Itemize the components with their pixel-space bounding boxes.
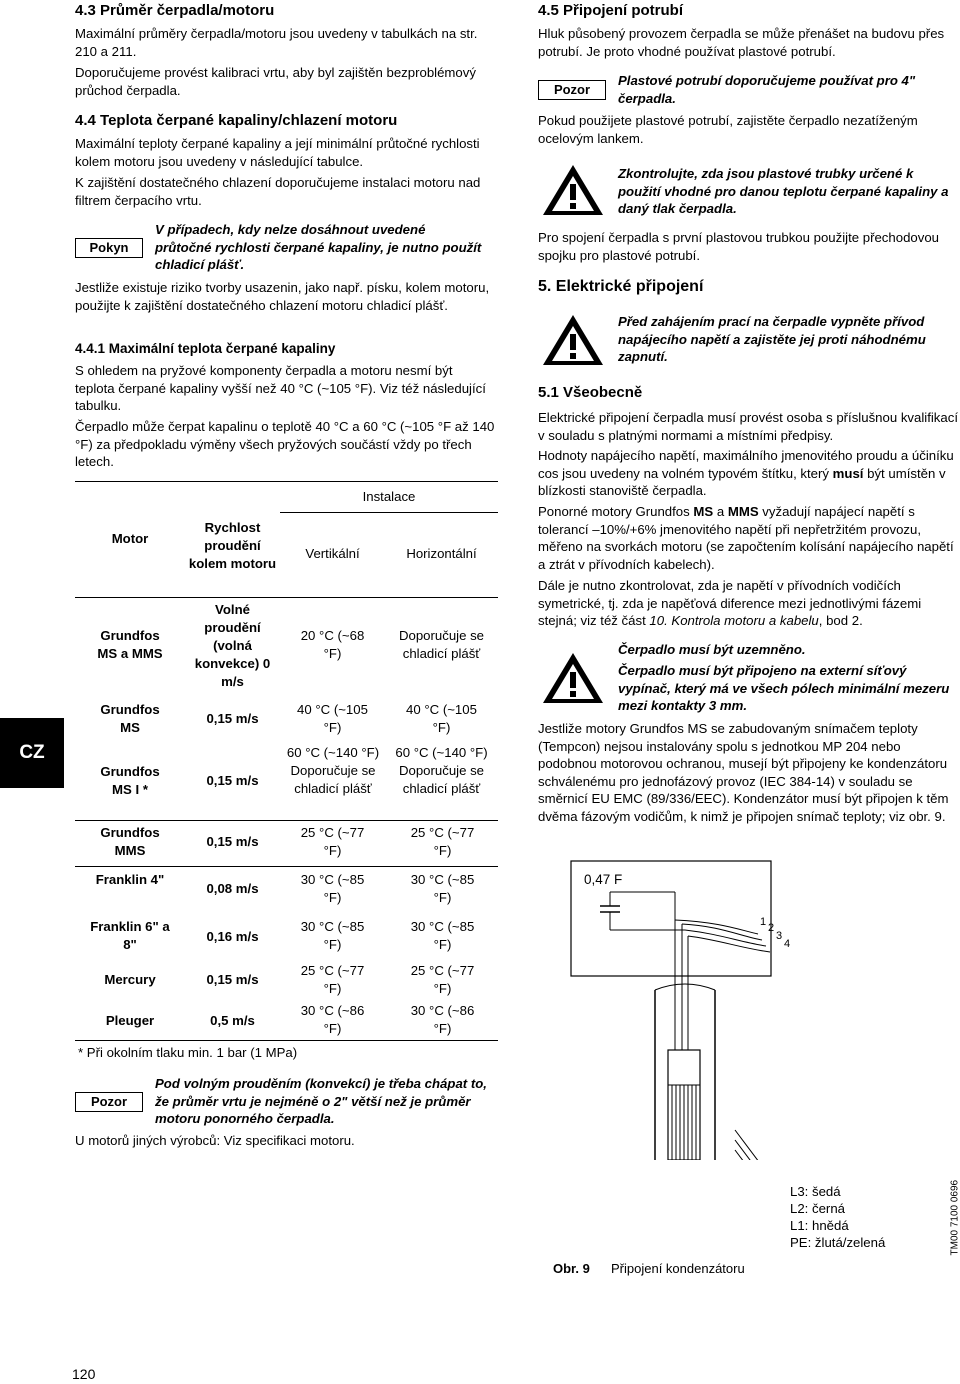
- language-tab: CZ: [0, 718, 64, 788]
- table-header-rule: [75, 597, 498, 598]
- section-5-1-title: 5.1 Všeobecně: [538, 384, 643, 401]
- warning-triangle-icon: [540, 162, 606, 218]
- table-instalace-rule: [280, 512, 498, 513]
- table-row-2-vertical: 60 °C (~140 °F) Doporučuje se chladicí plášť: [286, 745, 380, 796]
- table-row-1-flow: 0,15 m/s: [206, 711, 259, 726]
- table-top-rule: [75, 481, 498, 482]
- table-row-2-motor: Grundfos MS I *: [100, 764, 160, 797]
- legend-l1: L1: hnědá: [790, 1218, 849, 1233]
- warning-text-1: Zkontrolujte, zda jsou plastové trubky určené k použití vhodné pro danou teplotu čerpané kapaliny a daný tlak čerpadla.: [618, 166, 949, 216]
- s43-paragraph-2: Doporučujeme provést kalibraci vrtu, aby byl zajištěn bezproblémový průchod čerpadla.: [75, 65, 476, 98]
- table-row-0-horizontal: Doporučuje se chladicí plášť: [398, 628, 485, 661]
- s51-paragraph-2: [538, 447, 958, 500]
- s51-p3-ms: MS: [693, 504, 714, 519]
- section-5-title: 5. Elektrické připojení: [538, 278, 704, 295]
- s51-p3-and: a: [713, 504, 728, 519]
- page-number: 120: [72, 1366, 96, 1382]
- table-head-horizontal: Horizontální: [406, 546, 477, 561]
- warning-triangle-icon: [540, 312, 606, 368]
- warning-text-2: Před zahájením prací na čerpadle vypněte přívod napájecího napětí a zajistěte jej proti náhodnému zapnutí.: [618, 314, 926, 364]
- terminal-1: 1: [760, 916, 767, 928]
- other-motors-note: U motorů jiných výrobců: Viz specifikaci motoru.: [75, 1133, 355, 1148]
- figure-title: Připojení kondenzátoru: [611, 1261, 745, 1276]
- table-row-6-horizontal: 25 °C (~77 °F): [410, 963, 475, 996]
- s51-p4-text-a: Dále je nutno zkontrolovat, zda je napětí v přívodních vodičích symetrické, tj. zda je napěťová diference mezi jednotlivými fázemi stejná; viz též část: [538, 578, 922, 628]
- table-bottom-rule: [75, 1040, 498, 1041]
- table-row-4-vertical: 30 °C (~85 °F): [300, 872, 365, 905]
- legend-pe: PE: žlutá/zelená: [790, 1235, 886, 1250]
- table-row-3-motor: Grundfos MMS: [100, 825, 160, 858]
- s441-paragraph-1: S ohledem na pryžové komponenty čerpadla a motoru nesmí být teplota čerpané kapaliny vyšší než 40 °C (~105 °F). Viz též následující tabulku.: [75, 363, 486, 413]
- table-row-1-horizontal: 40 °C (~105 °F): [406, 702, 477, 735]
- section-4-4-1-title: 4.4.1 Maximální teplota čerpané kapaliny: [75, 341, 336, 356]
- warning-text-3a: Čerpadlo musí být uzemněno.: [618, 642, 806, 657]
- s441-paragraph-2: Čerpadlo může čerpat kapalinu o teplotě 40 °C a 60 °C (~105 °F až 140 °F) za předpokladu výměny všech pryžových součástí vždy po třech letech.: [75, 419, 495, 469]
- table-row-3-horizontal: 25 °C (~77 °F): [410, 825, 475, 858]
- table-row-6-vertical: 25 °C (~77 °F): [300, 963, 365, 996]
- table-row-2-flow: 0,15 m/s: [206, 773, 259, 788]
- table-head-instalace: Instalace: [362, 489, 416, 504]
- capacitor-label: 0,47 F: [584, 872, 623, 887]
- terminal-4: 4: [784, 938, 791, 950]
- s51-paragraph-1: Elektrické připojení čerpadla musí provést osoba s příslušnou kvalifikací v souladu s platnými normami a místními předpisy.: [538, 410, 958, 443]
- s44-paragraph-3: Jestliže existuje riziko tvorby usazenin, jako např. písku, kolem motoru, použijte k zajištění dostatečného chlazení motoru chladicí plášť.: [75, 280, 490, 313]
- table-row-3-vertical: 25 °C (~77 °F): [300, 825, 365, 858]
- s45-paragraph-1: Hluk působený provozem čerpadla se může přenášet na budovu přes potrubí. Je proto vhodné používat plastové potrubí.: [538, 26, 945, 59]
- table-row-7-vertical: 30 °C (~86 °F): [300, 1003, 365, 1036]
- table-row-2-horizontal: 60 °C (~140 °F) Doporučuje se chladicí plášť: [395, 745, 488, 796]
- table-row-6-flow: 0,15 m/s: [206, 972, 259, 987]
- terminal-2: 2: [768, 922, 775, 934]
- table-row-5-flow: 0,16 m/s: [206, 929, 259, 944]
- table-row-4-motor: Franklin 4": [95, 872, 165, 887]
- table-row-7-horizontal: 30 °C (~86 °F): [410, 1003, 475, 1036]
- s51-p2-bold: musí: [832, 465, 864, 481]
- warning-text-3b: Čerpadlo musí být připojeno na externí síťový vypínač, který má ve všech pólech minimální mezeru mezi kontakty 3 mm.: [618, 663, 950, 713]
- section-4-3-title: 4.3 Průměr čerpadla/motoru: [75, 2, 275, 19]
- table-row-1-vertical: 40 °C (~105 °F): [297, 702, 368, 735]
- table-row-7-flow: 0,5 m/s: [210, 1013, 255, 1028]
- table-footnote: * Při okolním tlaku min. 1 bar (1 MPa): [78, 1045, 298, 1060]
- s44-paragraph-1: Maximální teploty čerpané kapaliny a její minimální průtočné rychlosti kolem motoru jsou uvedeny v následující tabulce.: [75, 136, 480, 169]
- table-row-3-flow: 0,15 m/s: [206, 834, 259, 849]
- section-4-5-title: 4.5 Připojení potrubí: [538, 2, 684, 19]
- table-row-5-vertical: 30 °C (~85 °F): [300, 919, 365, 952]
- s44-paragraph-2: K zajištění dostatečného chlazení doporučujeme instalaci motoru nad filtrem čerpacího vrtu.: [75, 175, 481, 208]
- warning-triangle-icon: [540, 650, 606, 706]
- s51-paragraph-5: Jestliže motory Grundfos MS se zabudovaným snímačem teploty (Tempcon) nejsou instalovány spolu s jednotkou MP 204 nebo podobnou motorovou ochranou, musejí být připojeny ke kondenzátoru schválenému pro jednofázový provoz (IEC 384-14) v souladu se směrnicí EU EMC (89/336/EEC). Kondenzátor musí být připojen k těm dvěma fázovým vodičům, k nimž je připojen snímač teploty; viz obr. 9.: [538, 721, 949, 824]
- table-head-vertical: Vertikální: [305, 546, 360, 561]
- pokyn-text: V případech, kdy nelze dosáhnout uvedené průtočné rychlosti čerpané kapaliny, je nutno použít chladicí plášť.: [155, 222, 482, 272]
- s45-paragraph-3: Pro spojení čerpadla s první plastovou trubkou použijte přechodovou spojku pro plastové potrubí.: [538, 230, 940, 263]
- section-4-4-title: 4.4 Teplota čerpané kapaliny/chlazení motoru: [75, 112, 398, 129]
- s51-p3-text-a: Ponorné motory Grundfos: [538, 504, 694, 519]
- s51-p3-text-e: vyžadují napájecí napětí s tolerancí –10%/+6% jmenovitého napětí při nepřetržitém provozu, měřeno na svorkách motoru (se započtením kolísání napájecího napětí a ztrát v přívodních kabelech).: [538, 504, 954, 572]
- table-head-motor: Motor: [111, 531, 149, 546]
- table-row-4-flow: 0,08 m/s: [206, 881, 259, 896]
- table-mid-rule: [75, 820, 498, 821]
- figure-label: Obr. 9: [553, 1261, 590, 1276]
- table-row-6-motor: Mercury: [104, 972, 156, 987]
- table-row-0-vertical: 20 °C (~68 °F): [300, 628, 365, 661]
- pozor-label-right: Pozor: [538, 80, 606, 100]
- table-head-flow: Rychlost proudění kolem motoru: [188, 520, 277, 571]
- s51-p2-text-a: Hodnoty napájecího napětí, maximálního jmenovitého proudu a účiníku cos jsou uvedeny na volném typovém štítku, který: [538, 448, 954, 481]
- s51-p2-text-c: být umístěn v blízkosti stanoviště čerpadla.: [538, 465, 946, 498]
- legend-l3: L3: šedá: [790, 1184, 841, 1199]
- terminal-3: 3: [776, 930, 783, 942]
- table-row-5-motor: Franklin 6" a 8": [90, 919, 170, 952]
- pozor-label-left: Pozor: [75, 1092, 143, 1112]
- table-row-0-flow: Volné proudění (volná konvekce) 0 m/s: [194, 602, 271, 689]
- table-row-1-motor: Grundfos MS: [100, 702, 160, 735]
- s51-p4-text-c: , bod 2.: [818, 613, 863, 628]
- s45-paragraph-2: Pokud použijete plastové potrubí, zajistěte čerpadlo nezatíženým ocelovým lankem.: [538, 113, 918, 146]
- figure-9-capacitor-diagram: [570, 860, 950, 1160]
- pozor-text-left: Pod volným prouděním (konvekcí) je třeba chápat to, že průměr vrtu je nejméně o 2" větší než je průměr motoru ponorného čerpadla.: [155, 1076, 487, 1126]
- table-row-4-horizontal: 30 °C (~85 °F): [410, 872, 475, 905]
- s43-paragraph-1: Maximální průměry čerpadla/motoru jsou uvedeny v tabulkách na str. 210 a 211.: [75, 26, 478, 59]
- s51-p3-mms: MMS: [727, 504, 759, 519]
- s51-paragraph-4: [538, 577, 958, 630]
- table-row-5-horizontal: 30 °C (~85 °F): [410, 919, 475, 952]
- s51-p4-ref: 10. Kontrola motoru a kabelu: [649, 613, 819, 628]
- legend-l2: L2: černá: [790, 1201, 845, 1216]
- s51-paragraph-3: [538, 503, 958, 573]
- table-row-0-motor: Grundfos MS a MMS: [97, 628, 163, 661]
- table-franklin-rule: [75, 866, 498, 867]
- table-row-7-motor: Pleuger: [105, 1013, 155, 1028]
- pokyn-label: Pokyn: [75, 238, 143, 258]
- wire-legend: [790, 1183, 885, 1251]
- pozor-text-right: Plastové potrubí doporučujeme používat pro 4" čerpadla.: [618, 73, 916, 106]
- capacitor-wiring-svg: [570, 860, 950, 1160]
- figure-code: TM00 7100 0696: [949, 1179, 960, 1256]
